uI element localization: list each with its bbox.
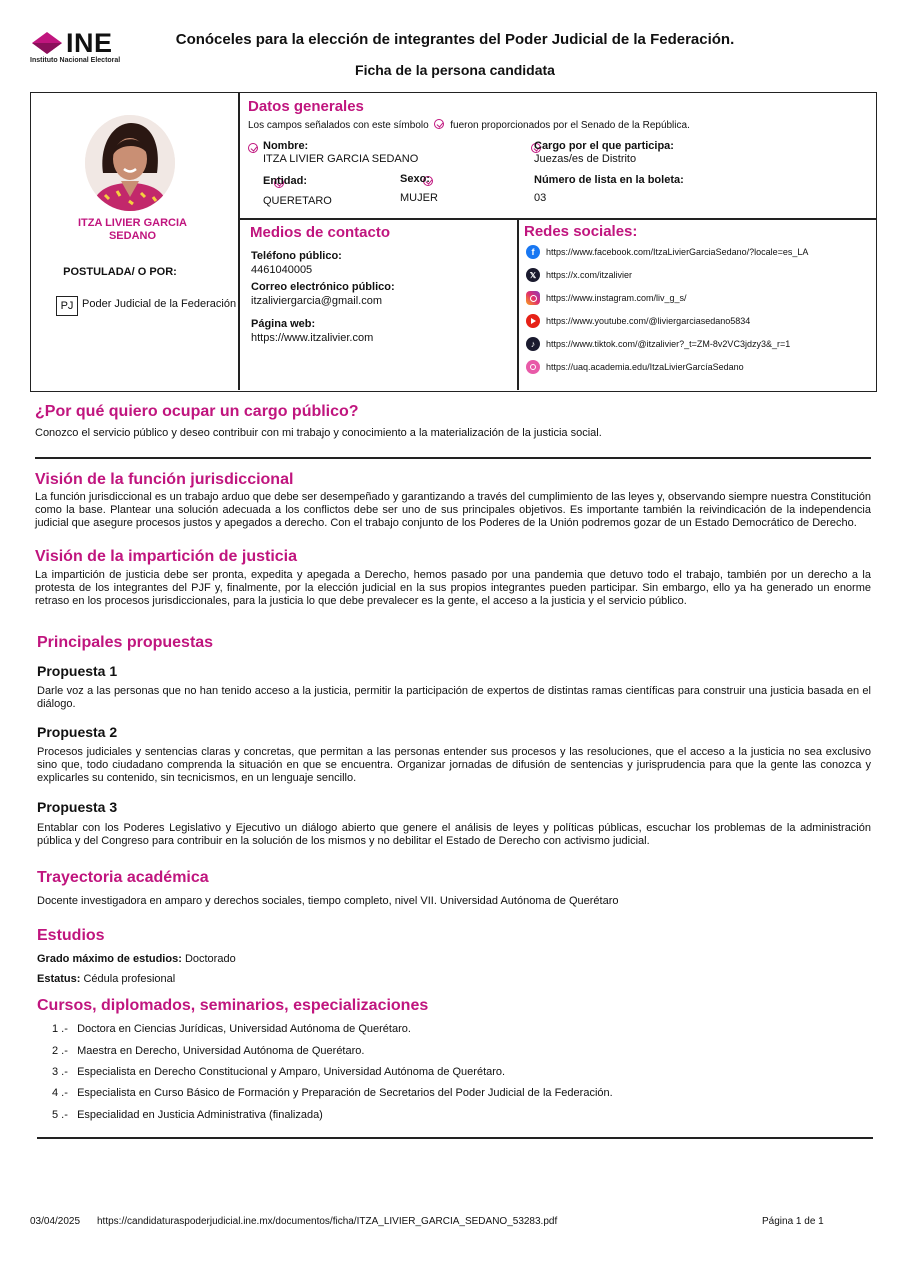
curso-num: 4 .- [52,1087,68,1099]
web-icon [526,360,540,374]
ine-logo-mark-icon [30,30,64,56]
correo-label: Correo electrónico público: [251,281,395,293]
web-value[interactable]: https://www.itzalivier.com [251,332,374,344]
document-title: Conóceles para la elección de integrantes del Poder Judicial de la Federación. [175,31,735,48]
logo-text: INE [66,28,113,58]
social-url[interactable]: https://www.tiktok.com/@itzalivier?_t=ZM-8v2VC3jdzy3&_r=1 [546,339,791,349]
curso-text: Doctora en Ciencias Jurídicas, Universidad Autónoma de Querétaro. [77,1023,411,1035]
x-icon: 𝕏 [526,268,540,282]
vision-funcion-text: La función jurisdiccional es un trabajo arduo que debe ser desempeñado y garantizando a través del cumplimiento de las leyes y, observando siempre nuestra Constitución como la base. Plantear una solución adecuada a los conflictos debe ser uno de sus principales objetivos. Es importante también la reivindicación de la independencia judicial que asegure procesos justos y apegados a derecho. Con el trabajo conjunto de los Poderes de la Unión podremos gozar de un Estado Democrático de Derecho. [35,491,871,529]
curso-text: Especialista en Curso Básico de Formación y Preparación de Secretarios del Poder Judicial de la Federación. [77,1087,613,1099]
social-link-web[interactable] [526,359,744,375]
lista-value: 03 [534,192,547,204]
entidad-label: Entidad: [263,175,307,187]
postulada-label: POSTULADA/ O POR: [63,266,177,278]
document-subtitle: Ficha de la persona candidata [355,62,555,78]
curso-num: 2 .- [52,1045,68,1057]
pj-badge: PJ [56,296,78,316]
curso-item [52,1045,364,1057]
footer-date: 03/04/2025 [30,1216,81,1227]
propuesta-1-text: Darle voz a las personas que no han tenido acceso a la justicia, permitir la participación de expertos de distintas ramas científicas para construir una justicia basada en el diálogo. [37,685,871,710]
instagram-icon [526,291,540,305]
estudios-title: Estudios [37,927,105,944]
logo-subtitle: Instituto Nacional Electoral [30,57,121,64]
check-circle-icon [434,119,444,129]
trayectoria-title: Trayectoria académica [37,869,209,886]
social-link-instagram[interactable] [526,290,687,306]
social-link-youtube[interactable] [526,313,750,329]
trayectoria-text: Docente investigadora en amparo y derechos sociales, tiempo completo, nivel VII. Universidad Autónoma de Querétaro [37,895,619,907]
correo-value[interactable]: itzaliviergarcia@gmail.com [251,295,382,307]
curso-item [52,1109,323,1121]
senado-note-after: fueron proporcionados por el Senado de la República. [450,120,690,131]
por-que-title: ¿Por qué quiero ocupar un cargo público? [35,403,359,420]
vision-imparticion-text: La impartición de justicia debe ser pronta, expedita y apegada a Derecho, hemos pasado por una pandemia que detuvo todo el trabajo, también por un derecho a la protesta de los integrantes del PJF y, finalmente, por la elección judicial en la sus propios integrantes pueden participar. Sin embargo, ello ya ha generado un enorme retraso en los procesos jurisdiccionales, para la justicia lo que debe prevalecer es la gente, el acceso a la justicia y el servicio público. [35,569,871,607]
curso-text: Especialidad en Justicia Administrativa (finalizada) [77,1109,323,1121]
social-link-facebook[interactable] [526,244,808,260]
curso-num: 1 .- [52,1023,68,1035]
propuestas-title: Principales propuestas [37,634,214,651]
separator [37,1137,873,1139]
cargo-label: Cargo por el que participa: [534,140,674,152]
cursos-title: Cursos, diplomados, seminarios, especializaciones [37,997,429,1014]
curso-num: 5 .- [52,1109,68,1121]
youtube-icon [526,314,540,328]
propuesta-2-title: Propuesta 2 [37,724,118,740]
propuesta-1-title: Propuesta 1 [37,663,118,679]
grado-row [37,953,236,965]
curso-item [52,1023,411,1035]
contacto-title: Medios de contacto [250,224,391,241]
curso-text: Especialista en Derecho Constitucional y Amparo, Universidad Autónoma de Querétaro. [77,1066,506,1078]
candidate-photo [85,115,175,211]
estatus-row [37,973,175,985]
propuesta-2-text: Procesos judiciales y sentencias claras y concretas, que permitan a las personas entender sus procesos y las resoluciones, que el acceso a la justicia no sea exclusivo sino que, todo ciudadano comprenda la situación en que se encuentra. Organizar jornadas de difusión de sentencias y jurisprudencia para que la gente las conozca y explicarles su contenido, sin tecnicismos, en un lenguaje sencillo. [37,746,871,784]
grado-label: Grado máximo de estudios: [37,953,182,965]
senado-note-before: Los campos señalados con este símbolo [248,120,429,131]
telefono-value: 4461040005 [251,264,313,276]
telefono-label: Teléfono público: [251,250,342,262]
estatus-value: Cédula profesional [83,973,176,985]
nombre-label: Nombre: [263,140,309,152]
entidad-value: QUERETARO [263,195,332,207]
estatus-label: Estatus: [37,973,81,985]
facebook-icon: f [526,245,540,259]
propuesta-3-title: Propuesta 3 [37,799,118,815]
curso-item [52,1066,505,1078]
nombre-value: ITZA LIVIER GARCIA SEDANO [263,153,419,165]
sexo-label: Sexo: [400,173,430,185]
curso-item [52,1087,613,1099]
footer-page: Página 1 de 1 [762,1216,824,1227]
vision-imparticion-title: Visión de la impartición de justicia [35,548,297,565]
curso-text: Maestra en Derecho, Universidad Autónoma de Querétaro. [77,1045,365,1057]
social-url[interactable]: https://www.facebook.com/ItzaLivierGarciaSedano/?locale=es_LA [546,247,809,257]
social-link-tiktok[interactable] [526,336,790,352]
postulada-value: Poder Judicial de la Federación [82,298,237,310]
lista-label: Número de lista en la boleta: [534,174,684,186]
check-circle-icon [248,143,258,153]
grado-value: Doctorado [184,953,236,965]
por-que-text: Conozco el servicio público y deseo contribuir con mi trabajo y conocimiento a la materialización de la justicia social. [35,427,602,439]
ine-logo [30,30,142,66]
separator [35,457,871,459]
datos-generales-title: Datos generales [248,98,364,115]
social-link-x[interactable] [526,267,632,283]
candidate-name: ITZA LIVIER GARCIA SEDANO [78,217,187,242]
curso-num: 3 .- [52,1066,68,1078]
sexo-value: MUJER [400,192,438,204]
propuesta-3-text: Entablar con los Poderes Legislativo y Ejecutivo un diálogo abierto que genere el análisis de leyes y políticas públicas, escuchar los problemas de la administración pública y del Congreso para contribuir en la solución de los mismos y no debilitar el Estado de Derecho con activismo judicial. [37,822,871,847]
social-url[interactable]: https://uaq.academia.edu/ItzaLivierGarcíaSedano [546,362,744,372]
senado-note [248,119,690,131]
web-label: Página web: [251,318,316,330]
social-url[interactable]: https://www.youtube.com/@liviergarciasedano5834 [546,316,751,326]
footer-url[interactable]: https://candidaturaspoderjudicial.ine.mx/documentos/ficha/ITZA_LIVIER_GARCIA_SEDANO_53283.pdf [97,1216,558,1227]
redes-title: Redes sociales: [524,223,638,240]
social-url[interactable]: https://x.com/itzalivier [546,270,633,280]
tiktok-icon: ♪ [526,337,540,351]
social-url[interactable]: https://www.instagram.com/liv_g_s/ [546,293,687,303]
cargo-value: Juezas/es de Distrito [534,153,637,165]
vision-funcion-title: Visión de la función jurisdiccional [35,471,294,488]
